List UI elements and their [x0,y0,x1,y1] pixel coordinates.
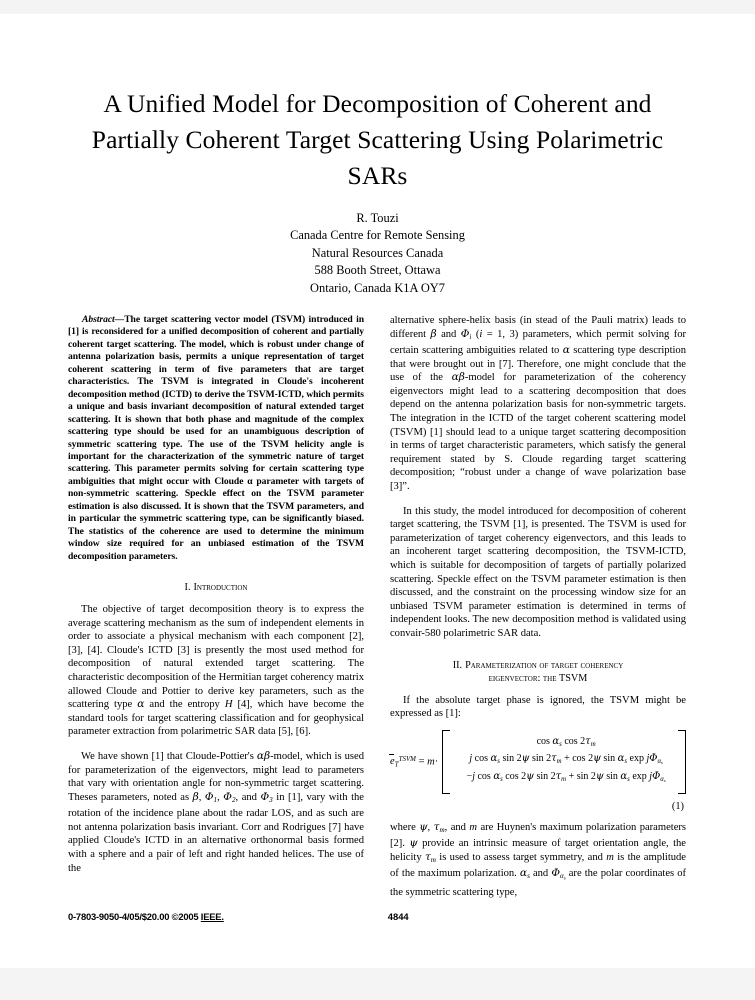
symbol-alpha: α [137,698,145,711]
eq-r3-alpha-sub-1: s [500,776,503,784]
equation-1-rows [450,730,686,794]
right-column [390,314,686,900]
author-city: Ontario, Canada K1A OY7 [310,280,445,295]
symbol-phi-1-subscript: 1 [213,795,218,804]
section-heading-introduction [68,581,364,594]
symbol-phi-alpha-s-subscript: αs [559,872,566,882]
equation-1 [390,730,686,794]
symbol-phi-2-subscript: 2 [231,795,236,804]
right-continuation-paragraph [390,314,686,494]
symbol-phi-3: Φ [260,790,270,803]
page-margin-bottom [0,968,755,1000]
cont-part-e: scattering type description that were brought out in [7]. Therefore, one might conclude that the use of the [390,345,686,384]
intro-p1-part-a: The objective of target decomposition theory is to express the average scattering mechanism as the sum of independent elements in order to associate a physical mechanism with each component [2], [3], [4]. Cloude's ICTD [3] is presently the most used method for decomposition of natural extended target scattering. The characteristic decomposition of the Hermitian target coherency matrix allowed Cloude and Pottier to derive key parameters, such as the scattering type [68,604,364,711]
equation-1-number: (1) [671,800,684,812]
study-paragraph: In this study, the model introduced for decomposition of coherent target scattering, the TSVM [1], is presented. The TSVM is used for parameterization of target coherency eigenvectors, and this leads to an incoherent target scattering decomposition, the TSVM-ICTD, which is suitable for decomposition of targets of partially polarized scattering. Speckle effect on the TSVM parameter estimation is then discussed, and the constraint on the processing window size for an unbiased TSVM parameter estimation is determined in terms of independent looks. The new decomposition method is validated using convair-580 polarimetric SAR data. [390,505,686,639]
symbol-phi-1: Φ [204,790,214,803]
symbol-tau: τ [433,820,440,833]
eq-r1-alpha-sub: s [559,740,562,748]
symbol-beta-right: β [430,327,437,340]
eq-r2-alpha-sub-1: s [497,757,500,765]
section-2-title-line2a: eigenvector: the [488,672,560,684]
equation-intro-text: If the absolute target phase is ignored, the TSVM might be expressed as [1]: [390,694,686,720]
page-title: A Unified Model for Decomposition of Coherent and Partially Coherent Target Scattering Using Polarimetric SARs [91,89,664,190]
symbol-tau-2: τ [424,850,431,863]
eq-r2-alpha-sub-2: s [624,757,628,765]
symbol-phi-i-subscript: i [469,332,472,341]
intro-paragraph-1 [68,603,364,739]
symbol-alpha-right: α [562,344,570,357]
equation-1-lhs [390,756,442,768]
symbol-beta: β [192,790,199,803]
intro-paragraph-2: We have shown [1] that Cloude-Pottier's αβ-model, which is used for parameterization of the eigenvectors, might lead to parameters that vary with orientation angle for non-symmetric target scattering. Theses parameters, noted as β, $\Phi_1$, $\Phi_2$, and $\Phi_3$ in [1], vary with the rotation of the incidence plane about the radar LOS, and as such are not antenna polarization basis invariant. Corr and Rodrigues [7] have applied Cloude's ICTD in an alternative orthonormal basis formed with a sphere and a pair of left and right handed helices. The use of the [68,750,364,874]
eq-r3-tau-sub: m [561,776,567,784]
eq-r3-alpha-sub-2: s [627,776,630,784]
abstract-text: The target scattering vector model (TSVM) introduced in [1] is reconsidered for a unified decomposition of coherent and partially coherent target scattering. The model, which is robust under change of antenna polarization basis, permits a unique representation of target coherent scattering in term of five parameters that are target characteristics. The TSVM is integrated in Cloude's incoherent decomposition method (ICTD) to derive the TSVM-ICTD, which permits a unique and basis invariant decomposition of natural extended target scattering. It is shown that both phase and magnitude of the complex scattering type should be used for an unambiguous description of symmetric scattering type. The use of the TSVM helicity angle is important for the characterization of the symmetric nature of target scattering. This parameter permits solving for certain scattering type ambiguities that might occur with Cloude α parameter with targets of non-symmetric scattering. Speckle effect on the TSVM parameter estimation is also discussed. It is shown that the TSVM parameters, and in particular the symmetric scattering type, can be significantly biased. The statistics of the coherence are used to determine the minimum window size required for an unbiased estimation of the TSVM decomposition parameters. [68,314,364,562]
section-title: Introduction [193,582,248,594]
after-equation-paragraph [390,821,686,900]
cont-part-d: = 1, 3) parameters, which permit solving for certain scattering ambiguities related to [390,328,686,357]
cont-part-f: -model for parameterization of the coherency eigenvectors might lead to a scattering decomposition that does depend on the antenna polarization basis for non-symmetric targets. The integration in the ICTD of the target coherent scattering model (TSVM) [1] should lead to a unique target scattering decomposition in terms of target characteristic parameters, which satisfy the general requirement stated by S. Cloude regarding target scattering decomposition; “robust under a change of wave polarization base [3]”. [390,372,686,492]
eq-r2-phi-sub: αs [657,757,663,765]
symbol-alpha-beta-right: αβ [451,371,465,384]
after-part-a: where [390,821,420,833]
section-heading-parameterization [390,659,686,685]
cont-part-c: ( [471,328,480,340]
section-2-number: II. [452,659,463,671]
cont-part-a: alternative sphere-helix basis (in stead of the Pauli matrix) leads to different [390,315,686,340]
symbol-phi-alpha-s: Φ [551,867,560,880]
equation-1-row-1: $\cos \alpha_s$ $\cos 2\tau_m$ [536,735,596,748]
after-part-f: is used to assess target symmetry, and [435,851,607,863]
page-margin-top [0,0,755,14]
abstract-paragraph [68,314,364,563]
symbol-phi-i: Φ [460,327,470,340]
symbol-phi-2: Φ [223,790,232,803]
symbol-tau-subscript: m [439,825,445,834]
multiply-dot: · [434,756,439,768]
two-column-body [14,314,741,900]
section-2-title-line1: Parameterization of target coherency [465,659,624,671]
after-part-b: , [427,821,434,833]
ieee-mark: IEEE. [200,911,224,922]
equation-1-row-2: j $\cos \alpha_s$ sin 2ψ $\sin 2\tau_m + \cos 2\psi$ $\sin \alpha_s$ $\exp j\Phi_{\alpha_s}$ [469,752,663,765]
after-part-e: provide an intrinsic measure of target orientation angle, the helicity [390,838,686,863]
page-sheet [14,14,741,968]
symbol-e-superscript: TSVM [398,755,416,763]
copyright-text: 0-7803-9050-4/05/$20.00 ©2005 [68,911,201,922]
symbol-m-3: m [606,851,614,863]
after-part-h: and [529,868,552,880]
author-address: 588 Booth Street, Ottawa [314,263,441,278]
after-part-d: are Huynen's maximum polarization parameters [2]. [390,821,686,850]
eq-r2-tau-sub: m [556,757,562,765]
symbol-index-i: i [479,328,483,340]
after-part-g: is the amplitude of the maximum polarization. [390,851,686,880]
symbol-alpha-s-subscript: s [527,872,530,881]
after-part-i: are the polar coordinates of the symmetric scattering type, [390,868,687,899]
intro-p2-part-c: in [1], vary with the rotation of the incidence plane about the radar LOS, and as such are not antenna polarization basis invariant. Corr and Rodrigues [7] have applied Cloude's ICTD in an alternative orthonormal basis formed with a sphere and a pair of left and right handed helices. The use of the [68,791,364,874]
symbol-tau-2-subscript: m [430,855,436,864]
symbol-entropy-h: H [224,699,233,711]
abstract-label: Abstract— [82,314,125,325]
cont-part-b: and [436,328,461,340]
symbol-e-subscript: T [394,759,399,768]
symbol-m: m [427,756,435,768]
eq-r3-phi-sub: αs [660,776,666,784]
equals-sign: = [415,756,428,768]
after-part-c: , and [444,821,470,833]
symbol-m-2: m [469,821,478,833]
symbol-psi: ψ [419,820,428,833]
symbol-alpha-beta: αβ [256,750,271,762]
copyright-notice [68,911,224,922]
symbol-psi-2: ψ [409,837,418,850]
symbol-phi-3-subscript: 3 [269,795,273,804]
author-block [14,194,741,297]
intro-p1-part-b: and the entropy [144,699,225,711]
intro-p2-part-a: We have shown [1] that Cloude-Pottier's [81,751,257,762]
intro-p1-part-c: [4], which have become the standard tools for target scattering classification and for geophysical parameter extraction from polarimetric SAR data [5], [6]. [68,699,364,738]
section-number: I. [184,582,191,594]
author-name: R. Touzi [356,211,399,225]
page-number: 4844 [387,911,409,922]
equation-1-bracket [442,730,686,794]
page-footer [14,911,741,922]
author-affiliation-1: Canada Centre for Remote Sensing [290,228,465,243]
intro-p2-part-b: -model, which is used for parameterization of the eigenvectors, might lead to parameters that vary with orientation angle for non-symmetric target scattering. Theses parameters, noted as [68,751,364,803]
author-affiliation-2: Natural Resources Canada [311,245,444,260]
symbol-e-vector: e [390,756,395,768]
symbol-alpha-s: α [519,867,528,880]
equation-1-row-3: −j $\cos \alpha_s$ cos 2ψ $\sin 2\tau_m + \sin 2\psi$ $\sin \alpha_s$ $\exp j\Phi_{\alpha_s}$ [466,771,666,784]
section-2-title-line2b: TSVM [559,672,588,684]
eq-r1-tau-sub: m [590,740,596,748]
left-column [68,314,364,900]
